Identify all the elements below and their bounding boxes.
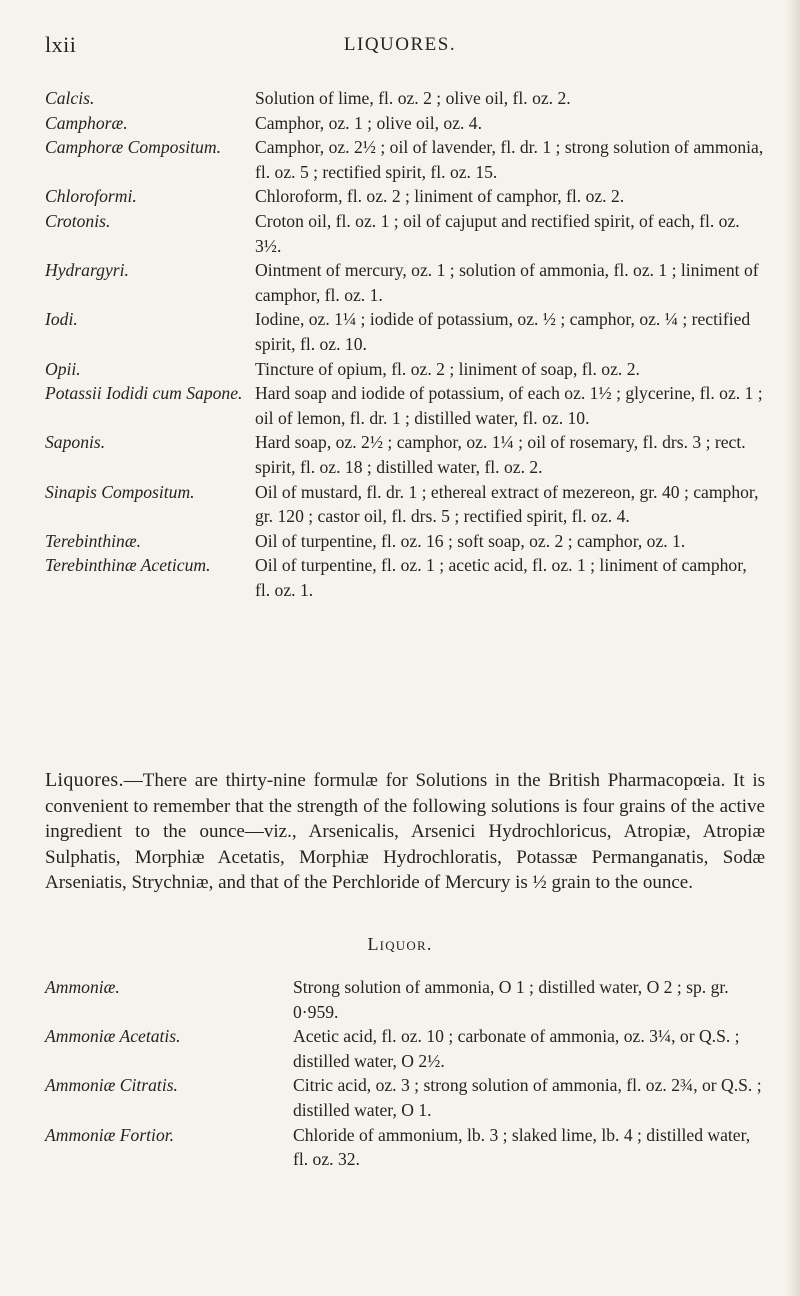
- entry-description: Hard soap and iodide of potassium, of each oz. 1½ ; glycerine, fl. oz. 1 ; oil of lemon, fl. dr. 1 ; distilled water, fl. oz. 10.: [255, 383, 763, 428]
- list-item: [45, 553, 765, 602]
- entry-term: Camphoræ.: [45, 112, 128, 133]
- list-item: [45, 381, 765, 430]
- entry-description: Ointment of mercury, oz. 1 ; solution of ammonia, fl. oz. 1 ; liniment of camphor, fl. oz. 1.: [255, 260, 759, 305]
- entry-term: Terebinthinæ.: [45, 530, 141, 551]
- list-item: [45, 1123, 765, 1172]
- list-item: [45, 430, 765, 479]
- entry-description: Chloroform, fl. oz. 2 ; liniment of camphor, fl. oz. 2.: [255, 186, 625, 207]
- entry-term: Ammoniæ Acetatis.: [45, 1026, 181, 1047]
- entry-description: Oil of mustard, fl. dr. 1 ; ethereal extract of mezereon, gr. 40 ; camphor, gr. 120 ; castor oil, fl. drs. 5 ; rectified spirit, fl. oz. 4.: [255, 481, 759, 527]
- entry-description: Strong solution of ammonia, O 1 ; distilled water, O 2 ; sp. gr. 0·959.: [293, 977, 729, 1022]
- entry-term: Ammoniæ Fortior.: [45, 1124, 175, 1145]
- entry-term: Terebinthinæ Aceticum.: [45, 555, 211, 576]
- page-edge-shadow: [786, 0, 800, 1296]
- list-item: [45, 135, 765, 184]
- entry-description: Oil of turpentine, fl. oz. 16 ; soft soap, oz. 2 ; camphor, oz. 1.: [255, 530, 686, 551]
- list-item: [45, 209, 765, 258]
- entry-term: Ammoniæ Citratis.: [45, 1075, 178, 1096]
- entry-term: Camphoræ Compositum.: [45, 137, 221, 158]
- entry-description: Oil of turpentine, fl. oz. 1 ; acetic acid, fl. oz. 1 ; liniment of camphor, fl. oz. 1.: [255, 555, 747, 600]
- entry-description: Chloride of ammonium, lb. 3 ; slaked lime, lb. 4 ; distilled water, fl. oz. 32.: [293, 1124, 751, 1170]
- list-item: [45, 1024, 765, 1073]
- entry-description: Solution of lime, fl. oz. 2 ; olive oil, fl. oz. 2.: [255, 88, 571, 108]
- page-number: lxii: [45, 32, 77, 57]
- list-item: [45, 111, 765, 136]
- entry-description: Hard soap, oz. 2½ ; camphor, oz. 1¼ ; oil of rosemary, fl. drs. 3 ; rect. spirit, fl. oz. 18 ; distilled water, fl. oz. 2.: [255, 432, 746, 477]
- section-body-text: —There are thirty-nine formulæ for Solutions in the British Pharmacopœia. It is convenient to remember that the strength of the following solutions is four grains of the active ingredient to the ounce—viz., Arsenicalis, Arsenici Hydrochloricus, Atropiæ, Atropiæ Sulphatis, Morphiæ Acetatis, Morphiæ Hydrochloratis, Potassæ Permanganatis, Sodæ Arseniatis, Strychniæ, and that of the Perchloride of Mercury is ½ grain to the ounce.: [45, 770, 765, 894]
- list-item: [45, 480, 765, 529]
- entry-term: Saponis.: [45, 432, 106, 453]
- list-item: [45, 1073, 765, 1122]
- entry-term: Chloroformi.: [45, 186, 137, 207]
- entry-description: Camphor, oz. 1 ; olive oil, oz. 4.: [255, 112, 483, 133]
- entry-description: Camphor, oz. 2½ ; oil of lavender, fl. dr. 1 ; strong solution of ammonia, fl. oz. 5 ; rectified spirit, fl. oz. 15.: [255, 137, 764, 182]
- list-item: [45, 357, 765, 382]
- entry-description: Citric acid, oz. 3 ; strong solution of ammonia, fl. oz. 2¾, or Q.S. ; distilled water, O 1.: [293, 1075, 762, 1120]
- entry-term: Crotonis.: [45, 210, 111, 231]
- list-item: [45, 529, 765, 554]
- running-head: LIQUORES.: [343, 34, 457, 55]
- entry-description: Tincture of opium, fl. oz. 2 ; liniment of soap, fl. oz. 2.: [255, 358, 640, 379]
- entry-term: Potassii Iodidi cum Sapone.: [45, 383, 243, 404]
- entry-description: Iodine, oz. 1¼ ; iodide of potassium, oz. ½ ; camphor, oz. ¼ ; rectified spirit, fl. oz. 10.: [255, 309, 751, 354]
- list-item: [45, 258, 765, 307]
- list-item: [45, 86, 765, 111]
- list-item: [45, 184, 765, 209]
- entry-description: Croton oil, fl. oz. 1 ; oil of cajuput and rectified spirit, of each, fl. oz. 3½.: [255, 210, 740, 256]
- entry-term: Sinapis Compositum.: [45, 481, 195, 502]
- list-item: [45, 975, 765, 1024]
- liquor-heading: Liquor.: [367, 934, 433, 954]
- linimenta-list: [45, 86, 765, 602]
- entry-term: Calcis.: [45, 88, 95, 108]
- liquores-paragraph: [45, 768, 765, 896]
- entry-term: Opii.: [45, 358, 81, 379]
- entry-term: Ammoniæ.: [45, 977, 120, 997]
- entry-term: Iodi.: [45, 309, 78, 330]
- section-lead-heading: Liquores.: [45, 769, 124, 791]
- entry-term: Hydrargyri.: [45, 260, 129, 281]
- list-item: [45, 307, 765, 356]
- entry-description: Acetic acid, fl. oz. 10 ; carbonate of ammonia, oz. 3¼, or Q.S. ; distilled water, O 2½.: [293, 1026, 740, 1071]
- liquor-list: [45, 975, 765, 1172]
